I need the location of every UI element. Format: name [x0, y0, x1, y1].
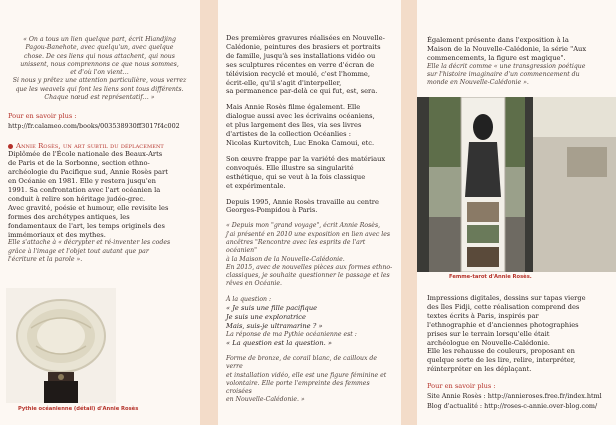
quote-question: [226, 296, 393, 348]
quote-line: « On a tous un lien quelque part, écrit Hiandjing: [23, 36, 176, 43]
text-line: monde en Nouvelle-Calédonie ».: [427, 79, 529, 87]
quote-line: Pagou-Banehote, avec quelqu'un, avec quelque: [25, 44, 174, 52]
quote-line: en Nouvelle-Calédonie. »: [226, 396, 305, 404]
text-line: écrit-elle, qu'il s'agit d'interpeller,: [226, 78, 342, 87]
text-line: dialogue aussi avec les écrivains océaniens,: [226, 112, 375, 121]
attach-quote: [8, 239, 191, 264]
text-line: des îles Fidji, cette réalisation comprend des: [427, 302, 580, 311]
femme-tarot-caption: Femme-tarot d'Annie Rosès.: [449, 274, 532, 280]
bio-line: Avec gravité, poésie et humour, elle revisite les: [8, 203, 169, 212]
attach-line: Elle s'attache à « décrypter et ré-inventer les codes: [8, 239, 171, 247]
intro-description: [427, 63, 608, 88]
attach-line: l'écriture et la parole ».: [8, 256, 83, 264]
quote-line: La réponse de ma Pythie océanienne est :: [226, 330, 357, 338]
text-line: Depuis 1995, Annie Rosès travaille au centre: [226, 197, 379, 206]
quote-line: ancêtres "Rencontre avec les esprits de l'art océanien": [226, 238, 366, 255]
column-left: [0, 0, 200, 425]
text-line: sa permanence par-delà ce qui fut, est, sera.: [226, 87, 378, 96]
spacer: [226, 215, 393, 222]
intro-paragraph: [427, 36, 608, 63]
quote-line: Forme de bronze, de corail blanc, de cailloux de verre: [226, 354, 378, 371]
paragraph-materials: [226, 155, 393, 191]
quote-line: À la question :: [226, 295, 272, 303]
paragraph-works: [226, 34, 393, 96]
spacer: [226, 348, 393, 355]
intro-quote: [8, 36, 191, 102]
quote-line: classiques, je souhaite questionner le passage et les: [226, 272, 390, 280]
lower-text-block: [427, 294, 608, 410]
quote-line: j'ai présenté en 2010 une exposition en lien avec les: [226, 230, 391, 238]
text-line: l'ethnographie et d'anciennes photographies: [427, 320, 579, 329]
column-middle: [218, 0, 401, 425]
site-link[interactable]: Site Annie Rosès : http://annieroses.free.fr/index.html: [427, 392, 602, 401]
quote-line: Si nous y prêtez une attention particulière, vous verrez: [12, 77, 187, 85]
text-line: sur l'histoire imaginaire d'un commencement du: [427, 71, 580, 79]
quote-line: En 2015, avec de nouvelles pièces aux formes ethno-: [226, 263, 393, 271]
quote-line: unissent, nous comprennons ce que nous sommes,: [20, 60, 179, 68]
text-line: de famille, jusqu'à ses installations vidéo ou: [226, 51, 376, 60]
text-line: télévision recyclé et moulé, c'est l'homme,: [226, 69, 370, 78]
bio-line: de Paris et de la Sorbonne, section ethno-: [8, 159, 150, 168]
text-line: convoqués. Elle illustre sa singularité: [226, 163, 354, 172]
quote-line: et installation vidéo, elle est une figure féminine et: [226, 371, 387, 379]
text-line: Elle la décrit comme « une transgression poétique: [427, 62, 586, 70]
text-line: Des premières gravures réalisées en Nouvelle-: [226, 34, 385, 42]
bio-line: fondamentaux de l'art, les temps originels des: [8, 221, 165, 230]
paragraph-impressions: [427, 294, 608, 374]
text-line: Maison de la Nouvelle-Calédonie, la série "Aux: [427, 44, 587, 53]
paragraph-film: [226, 103, 393, 148]
quote-voyage: [226, 222, 393, 288]
text-line: et expérimentale.: [226, 181, 286, 190]
quote-line: à la Maison de la Nouvelle-Calédonie.: [226, 255, 345, 263]
text-line: Mais Annie Rosès filme également. Elle: [226, 103, 361, 112]
bio-line: formes des archétypes antiques, les: [8, 212, 130, 221]
bio-line: Diplômée de l'École nationale des Beaux-Arts: [8, 150, 163, 159]
text-line: Également présente dans l'exposition à la: [427, 36, 569, 44]
bio-line: en Océanie en 1981. Elle y restera jusqu'en: [8, 177, 156, 186]
text-line: Elle les rehausse de couleurs, proposant en: [427, 347, 575, 356]
text-line: esthétique, qui se veut à la fois classique: [226, 172, 366, 181]
quote-line: chose. De ces liens qui nous attachent, qui nous: [24, 52, 175, 60]
paragraph-pompidou: [226, 198, 393, 216]
section-title-text: Annie Rosès, un art subtil du déplacement: [16, 142, 164, 151]
quote-line: Je suis une exploratrice: [226, 312, 306, 321]
bio-line: archéologie du Pacifique sud, Annie Rosès part: [8, 168, 168, 177]
text-line: archéologue en Nouvelle-Calédonie.: [427, 338, 550, 347]
text-line: Nicolas Kurtovitch, Luc Enoka Camoui, etc.: [226, 138, 375, 147]
quote-line: « Je suis une fille pacifique: [226, 303, 318, 312]
attach-line: grâce à l'image et l'objet tout autant que par: [8, 247, 149, 255]
quote-line: Chaque nœud est représentatif… »: [44, 94, 155, 102]
quote-bronze: [226, 355, 393, 405]
spacer: [226, 191, 393, 198]
pythie-caption: Pythie océanienne (détail) d'Annie Rosès: [18, 406, 139, 412]
quote-line: rêves en Océanie.: [226, 280, 283, 288]
spacer: [226, 289, 393, 296]
text-line: commencements, la figure est magique".: [427, 53, 566, 62]
text-line: quelque sorte de les lire, relire, interpréter,: [427, 356, 576, 365]
quote-line: « La question est la question. »: [226, 339, 332, 347]
text-line: d'artistes de la collection Océanlies :: [226, 130, 351, 139]
blog-link[interactable]: Blog d'actualité : http://roses-c-annie.over-blog.com/: [427, 402, 598, 411]
text-line: Calédonie, peintures des brasiers et portraits: [226, 42, 381, 51]
bio-line: immémoriaux et des mythes.: [8, 230, 106, 239]
text-line: prises sur le terrain lorsqu'elle était: [427, 329, 550, 338]
column-right: [417, 0, 616, 425]
quote-line: « Depuis mon "grand voyage", écrit Annie Rosès,: [226, 222, 381, 230]
text-line: ses sculptures récentes en verre d'écran de: [226, 60, 375, 69]
bio-line: conduit à relire son héritage judéo-grec.: [8, 194, 146, 203]
quote-line: Mais, suis-je ultramarine ? »: [226, 321, 323, 330]
spacer: [226, 96, 393, 103]
text-line: réinterpréter en les déplaçant.: [427, 365, 532, 374]
quote-line: que les weavels qui font les liens sont tous différents.: [15, 85, 184, 93]
text-line: et plus largement des îles, via ses livres: [226, 121, 362, 130]
quote-line: volontaire. Elle porte l'empreinte des femmes croisées: [226, 379, 370, 396]
text-line: Impressions digitales, dessins sur tapas vierge: [427, 294, 586, 302]
spacer: [226, 148, 393, 155]
bio-line: 1991. Sa confrontation avec l'art océanien la: [8, 186, 161, 194]
calameo-link[interactable]: http://fr.calameo.com/books/003538930ff3017f4c002: [8, 122, 180, 131]
pythie-sculpture-image: [6, 288, 116, 403]
text-line: Son œuvre frappe par la variété des matériaux: [226, 154, 386, 163]
femme-tarot-photo: [417, 97, 616, 272]
bullet-icon: [8, 144, 13, 149]
text-line: Georges-Pompidou à Paris.: [226, 206, 318, 215]
text-line: textes écrits à Paris, inspirés par: [427, 311, 539, 320]
quote-line: et d'où l'on vient…: [70, 69, 129, 77]
more-info-label: Pour en savoir plus :: [8, 112, 77, 121]
more-info-label: Pour en savoir plus :: [427, 382, 496, 391]
bio-paragraph: [8, 150, 191, 239]
